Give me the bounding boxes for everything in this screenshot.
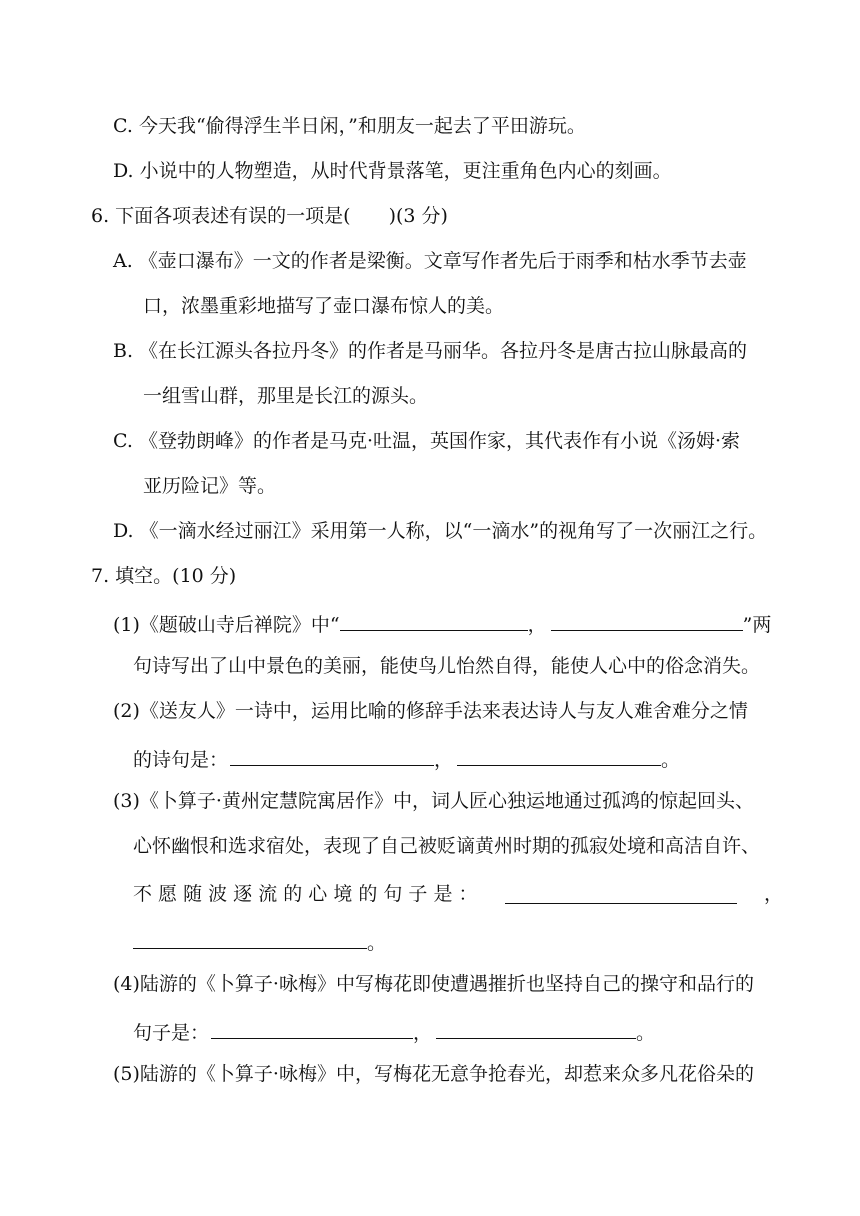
- q7-item-1-suffix: ”两: [742, 614, 772, 636]
- q6-option-a-line2: 口，浓墨重彩地描写了壶口瀑布惊人的美。: [143, 295, 505, 317]
- q7-item-1-prompt: (1)《题破山寺后禅院》中“: [113, 614, 340, 636]
- answer-blank[interactable]: [551, 612, 743, 631]
- option-d-line: D. 小说中的人物塑造，从时代背景落笔，更注重角色内心的刻画。: [113, 160, 672, 182]
- answer-blank[interactable]: [505, 885, 737, 904]
- q7-item-3-line2: 心怀幽恨和选求宿处，表现了自己被贬谪黄州时期的孤寂处境和高洁自许、: [133, 835, 761, 857]
- period: 。: [636, 1022, 656, 1044]
- q7-item-1-line2: 句诗写出了山中景色的美丽，能使鸟儿怡然自得，能使人心中的俗念消失。: [133, 655, 761, 677]
- comma: ，: [763, 883, 783, 905]
- answer-blank[interactable]: [230, 747, 434, 766]
- answer-blank[interactable]: [133, 930, 367, 949]
- q7-item-4-line2: [133, 1020, 655, 1043]
- q7-item-5-line1: (5)陆游的《卜算子·咏梅》中，写梅花无意争抢春光，却惹来众多凡花俗朵的: [113, 1063, 754, 1085]
- q7-item-3-line3: [133, 885, 783, 904]
- q7-item-4-prompt: 句子是：: [133, 1022, 210, 1044]
- q6-option-c-line1: C. 《登勃朗峰》的作者是马克·吐温，英国作家，其代表作有小说《汤姆·索: [113, 430, 741, 452]
- q6-option-d-line: D. 《一滴水经过丽江》采用第一人称，以“一滴水”的视角写了一次丽江之行。: [113, 520, 768, 542]
- q6-option-b-line1: B. 《在长江源头各拉丹冬》的作者是马丽华。各拉丹冬是唐古拉山脉最高的: [113, 340, 748, 362]
- answer-blank[interactable]: [211, 1020, 413, 1039]
- period: 。: [661, 749, 681, 771]
- q6-option-b-line2: 一组雪山群，那里是长江的源头。: [143, 385, 429, 407]
- period: 。: [367, 932, 387, 954]
- answer-blank[interactable]: [436, 1020, 636, 1039]
- comma: ，: [527, 614, 547, 636]
- answer-blank[interactable]: [457, 747, 661, 766]
- q7-item-3-prompt: 不 愿 随 波 逐 流 的 心 境 的 句 子 是 ：: [133, 883, 478, 905]
- question-7-title: 7. 填空。(10 分): [91, 565, 237, 587]
- option-c-line: C. 今天我“偷得浮生半日闲，”和朋友一起去了平田游玩。: [113, 115, 586, 137]
- q7-item-1-line1: [113, 612, 771, 635]
- answer-blank[interactable]: [340, 612, 528, 631]
- q7-item-3-line4: [133, 930, 386, 953]
- q7-item-3-line1: (3)《卜算子·黄州定慧院寓居作》中，词人匠心独运地通过孤鸿的惊起回头、: [113, 790, 754, 812]
- q7-item-2-prompt: 的诗句是：: [133, 749, 229, 771]
- q6-option-a-line1: A. 《壶口瀑布》一文的作者是梁衡。文章写作者先后于雨季和枯水季节去壶: [113, 250, 747, 272]
- question-6-title: 6. 下面各项表述有误的一项是( )(3 分): [91, 205, 448, 227]
- comma: ，: [413, 1022, 433, 1044]
- q6-option-c-line2: 亚历险记》等。: [143, 475, 277, 497]
- comma: ，: [434, 749, 454, 771]
- q7-item-2-line2: [133, 747, 680, 770]
- q7-item-4-line1: (4)陆游的《卜算子·咏梅》中写梅花即使遭遇摧折也坚持自己的操守和品行的: [113, 973, 754, 995]
- q7-item-2-line1: (2)《送友人》一诗中，运用比喻的修辞手法来表达诗人与友人难舍难分之情: [113, 700, 748, 722]
